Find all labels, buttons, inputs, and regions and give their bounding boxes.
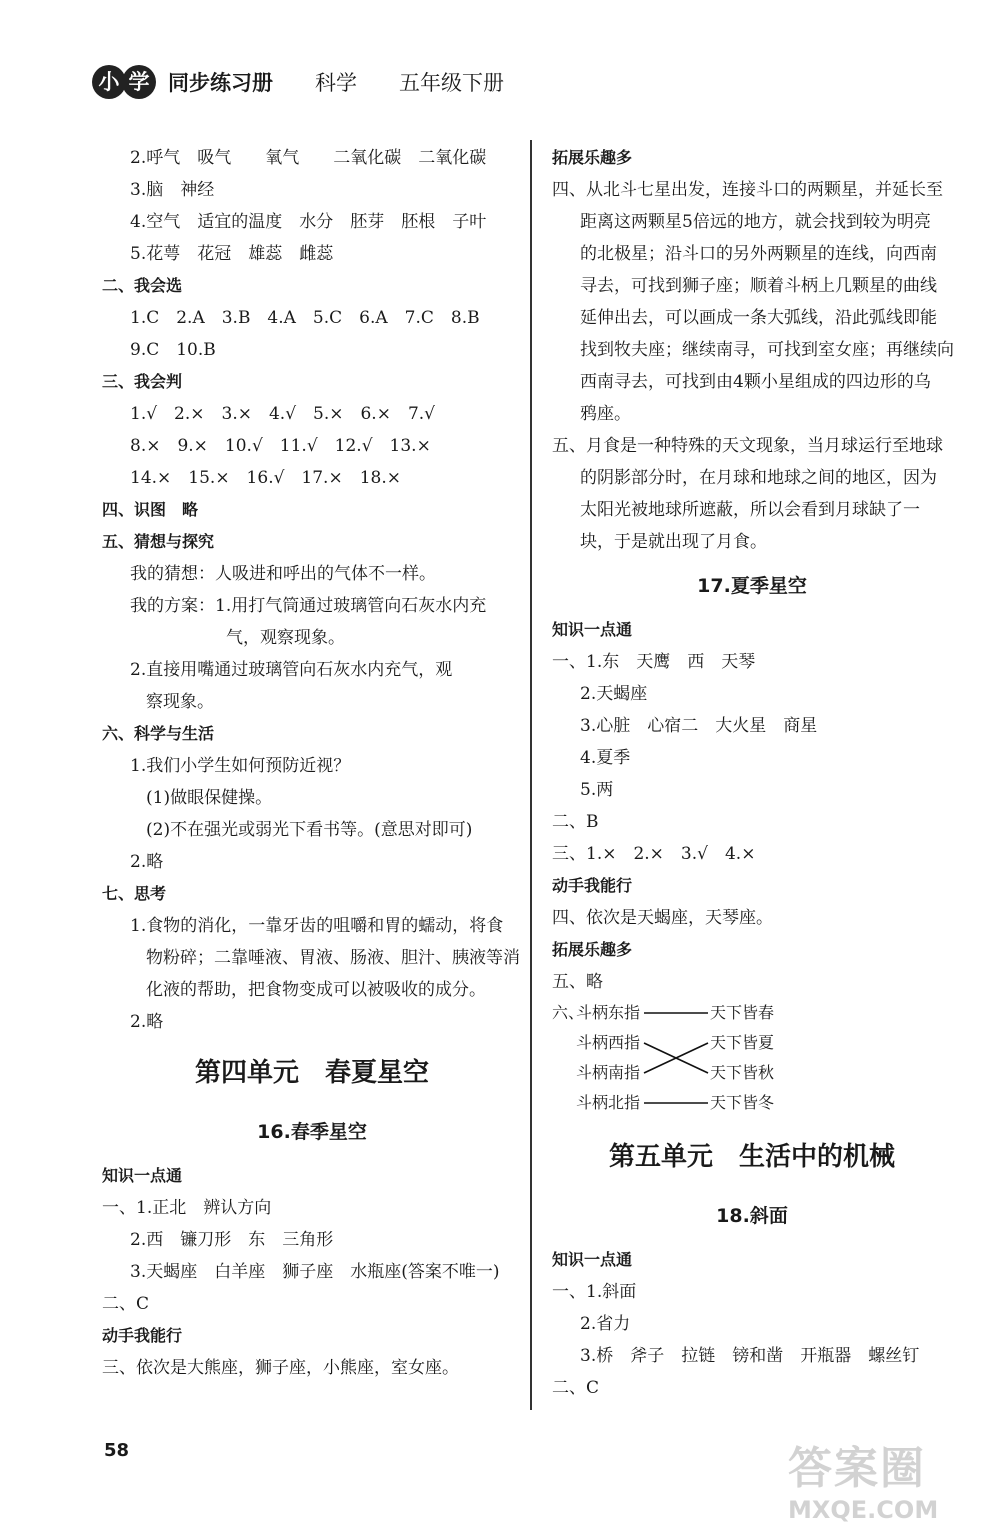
subsection-heading: 知识一点通 xyxy=(552,620,633,639)
logo-char: 小 xyxy=(92,65,126,99)
answer-line: 5.花萼 花冠 雄蕊 雌蕊 xyxy=(130,244,334,264)
logo-char: 学 xyxy=(122,65,156,99)
answer-line: 我的方案：1.用打气筒通过玻璃管向石灰水内充 xyxy=(130,596,487,616)
book-title: 同步练习册 xyxy=(168,71,273,95)
answer-line: 一、1.东 天鹰 西 天琴 xyxy=(552,652,756,672)
answer-line: 9.C 10.B xyxy=(130,340,216,360)
match-right-item: 天下皆冬 xyxy=(710,1093,775,1112)
answer-line: 的阴影部分时，在月球和地球之间的地区，因为 xyxy=(580,468,937,488)
answer-line: 三、1.× 2.× 3.√ 4.× xyxy=(552,844,756,864)
unit-title: 第四单元 春夏星空 xyxy=(194,1058,429,1088)
grade-label: 五年级下册 xyxy=(399,71,504,95)
answer-line: 2.省力 xyxy=(580,1314,631,1334)
answer-line: 的北极星；沿斗口的另外两颗星的连线，向西南 xyxy=(580,244,937,264)
answer-line: 西南寻去，可找到由4颗小星组成的四边形的乌 xyxy=(580,372,931,392)
answer-line: 一、1.斜面 xyxy=(552,1282,637,1302)
answer-line: 一、1.正北 辨认方向 xyxy=(102,1198,272,1218)
answer-line: 2.略 xyxy=(130,1012,164,1032)
answer-line: 4.空气 适宜的温度 水分 胚芽 胚根 子叶 xyxy=(130,212,487,232)
answer-line: 我的猜想：人吸进和呼出的气体不一样。 xyxy=(130,564,436,584)
subsection-heading: 知识一点通 xyxy=(102,1166,183,1185)
answer-line: 2.呼气 吸气 氧气 二氧化碳 二氧化碳 xyxy=(130,148,487,168)
subsection-heading: 动手我能行 xyxy=(102,1326,183,1345)
answer-line: 2.直接用嘴通过玻璃管向石灰水内充气，观 xyxy=(130,660,453,680)
section-heading: 六、科学与生活 xyxy=(102,724,215,743)
book-logo xyxy=(92,62,160,102)
answer-line: 太阳光被地球所遮蔽，所以会看到月球缺了一 xyxy=(580,500,920,520)
answer-line: 二、C xyxy=(552,1378,600,1398)
watermark-url: MXQE.COM xyxy=(788,1496,939,1524)
section-heading: 二、我会选 xyxy=(102,276,183,295)
answer-line: 鸦座。 xyxy=(580,404,631,424)
answer-line: 五、略 xyxy=(552,972,603,992)
subsection-heading: 动手我能行 xyxy=(552,876,633,895)
answer-line: 3.脑 神经 xyxy=(130,180,215,200)
answer-line: 块，于是就出现了月食。 xyxy=(580,532,767,552)
lesson-title: 17.夏季星空 xyxy=(697,575,807,597)
answer-line: 四、从北斗七星出发，连接斗口的两颗星，并延长至 xyxy=(552,180,943,200)
page-number: 58 xyxy=(104,1440,130,1461)
matching-diagram xyxy=(552,998,952,1122)
answer-line: 1.食物的消化，一靠牙齿的咀嚼和胃的蠕动，将食 xyxy=(130,916,504,936)
answer-line: 3.桥 斧子 拉链 镑和凿 开瓶器 螺丝钉 xyxy=(580,1346,920,1366)
answer-line: 二、C xyxy=(102,1294,150,1314)
right-column xyxy=(552,142,952,1404)
answer-line: 8.× 9.× 10.√ 11.√ 12.√ 13.× xyxy=(130,436,431,456)
left-column xyxy=(102,142,522,1384)
answer-line: 2.天蝎座 xyxy=(580,684,648,704)
answer-line: 1.我们小学生如何预防近视？ xyxy=(130,756,351,776)
answer-line: (1)做眼保健操。 xyxy=(146,788,273,808)
answer-line: 二、B xyxy=(552,812,599,832)
match-left-item: 斗柄南指 xyxy=(576,1063,641,1082)
match-right-item: 天下皆夏 xyxy=(710,1033,775,1052)
section-heading: 四、识图 略 xyxy=(102,500,199,519)
match-right-item: 天下皆秋 xyxy=(710,1063,775,1082)
subsection-heading: 拓展乐趣多 xyxy=(552,148,633,167)
answer-line: 寻去，可找到狮子座；顺着斗柄上几颗星的曲线 xyxy=(580,276,937,296)
answer-line: 1.√ 2.× 3.× 4.√ 5.× 6.× 7.√ xyxy=(130,404,436,424)
subject-label: 科学 xyxy=(315,71,357,95)
answer-line: 3.心脏 心宿二 大火星 商星 xyxy=(580,716,818,736)
subsection-heading: 拓展乐趣多 xyxy=(552,940,633,959)
subsection-heading: 知识一点通 xyxy=(552,1250,633,1269)
answer-line: 5.两 xyxy=(580,780,614,800)
answer-line: 1.C 2.A 3.B 4.A 5.C 6.A 7.C 8.B xyxy=(130,308,480,328)
answer-line: 距离这两颗星5倍远的地方，就会找到较为明亮 xyxy=(580,212,931,232)
answer-line: 物粉碎；二靠唾液、胃液、肠液、胆汁、胰液等消 xyxy=(146,948,520,968)
section-heading: 三、我会判 xyxy=(102,372,183,391)
answer-line: 3.天蝎座 白羊座 狮子座 水瓶座(答案不唯一) xyxy=(130,1262,500,1282)
lesson-title: 18.斜面 xyxy=(716,1205,788,1227)
section-heading: 七、思考 xyxy=(102,884,167,903)
answer-line: 找到牧夫座；继续南寻，可找到室女座；再继续向 xyxy=(580,340,954,360)
answer-line: 五、月食是一种特殊的天文现象，当月球运行至地球 xyxy=(552,436,943,456)
match-prefix: 六、 xyxy=(552,1003,585,1022)
answer-line: 四、依次是天蝎座，天琴座。 xyxy=(552,908,773,928)
match-left-item: 斗柄西指 xyxy=(576,1033,641,1052)
answer-line: (2)不在强光或弱光下看书等。(意思对即可) xyxy=(146,820,473,840)
section-heading: 五、猜想与探究 xyxy=(102,532,215,551)
watermark-logo xyxy=(788,1432,970,1524)
lesson-title: 16.春季星空 xyxy=(257,1121,367,1143)
answer-line: 2.西 镰刀形 东 三角形 xyxy=(130,1230,334,1250)
match-left-item: 斗柄东指 xyxy=(576,1003,641,1022)
match-right-item: 天下皆春 xyxy=(710,1003,775,1022)
column-divider xyxy=(530,140,532,1410)
match-lines xyxy=(552,998,952,1122)
page-header xyxy=(92,60,546,104)
answer-line: 延伸出去，可以画成一条大弧线，沿此弧线即能 xyxy=(580,308,937,328)
answer-line: 2.略 xyxy=(130,852,164,872)
answer-line: 14.× 15.× 16.√ 17.× 18.× xyxy=(130,468,401,488)
answer-line: 4.夏季 xyxy=(580,748,631,768)
unit-title: 第五单元 生活中的机械 xyxy=(608,1142,895,1172)
answer-line: 化液的帮助，把食物变成可以被吸收的成分。 xyxy=(146,980,486,1000)
answer-line: 气，观察现象。 xyxy=(226,628,345,648)
answer-line: 察现象。 xyxy=(146,692,214,712)
watermark-text: 答案圈 xyxy=(788,1443,926,1494)
answer-line: 三、依次是大熊座，狮子座，小熊座，室女座。 xyxy=(102,1358,459,1378)
match-left-item: 斗柄北指 xyxy=(576,1093,641,1112)
